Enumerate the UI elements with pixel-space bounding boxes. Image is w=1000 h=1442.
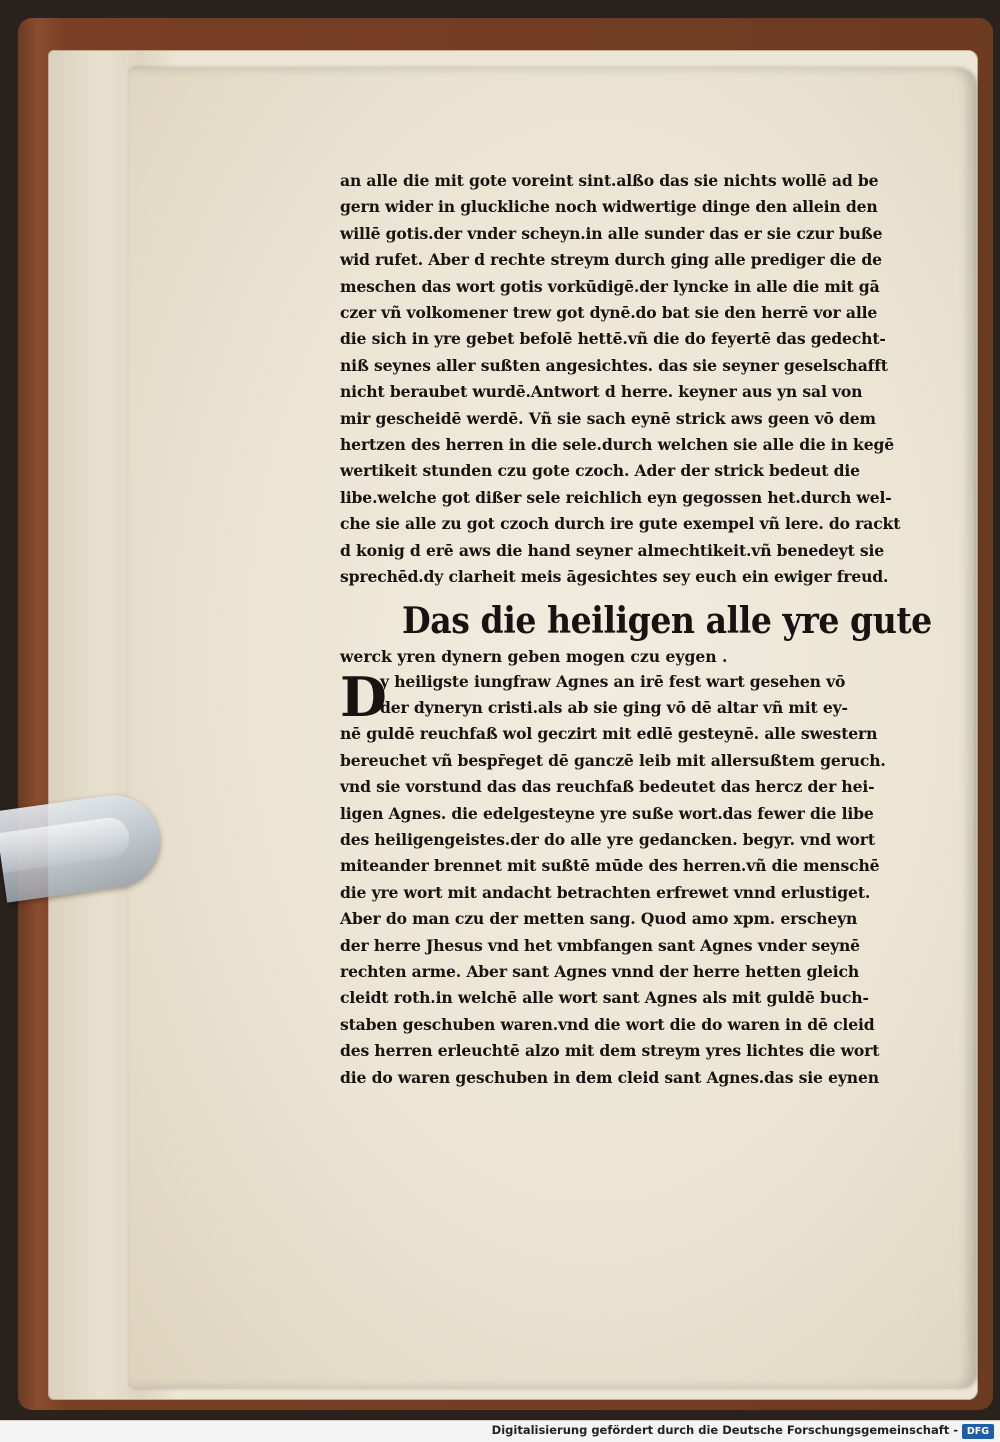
text-line: der dyneryn cristi.als ab sie ging vō dē altar vñ mit ey- — [380, 697, 848, 717]
text-line: niß seynes aller sußten angesichtes. das sie seyner geselschafft — [340, 355, 888, 375]
drop-capital: D — [340, 664, 387, 729]
text-line: nicht beraubet wurdē.Antwort d herre. keyner aus yn sal von — [340, 382, 863, 402]
text-line: gern wider in gluckliche noch widwertige dinge den allein den — [340, 197, 878, 217]
paragraph-2-lines — [340, 721, 932, 1091]
footer-credit: Digitalisierung gefördert durch die Deutsche Forschungsgemeinschaft - — [491, 1423, 958, 1437]
paragraph-2 — [340, 664, 932, 1092]
paragraph-1 — [340, 168, 932, 591]
text-line: mir gescheidē werdē. Vñ sie sach eynē strick aws geen vō dem — [340, 408, 876, 428]
text-line: cleidt roth.in welchē alle wort sant Agnes als mit guldē buch- — [340, 988, 869, 1008]
clip-highlight — [0, 815, 132, 873]
text-line: miteander brennet mit sußtē mūde des herren.vñ die menschē — [340, 856, 880, 876]
text-line: die yre wort mit andacht betrachten erfrewet vnnd erlustiget. — [340, 882, 871, 902]
text-line: bereuchet vñ bespr̄eget dē ganczē leib mit allersußtem geruch. — [340, 750, 886, 770]
text-line: wertikeit stunden czu gote czoch. Ader der strick bedeut die — [340, 461, 860, 481]
text-line: czer vñ volkomener trew got dynē.do bat sie den herrē vor alle — [340, 303, 878, 323]
text-line: der herre Jhesus vnd het vmbfangen sant Agnes vnder seynē — [340, 935, 860, 955]
text-line: des heiligengeistes.der do alle yre gedancken. begyr. vnd wort — [340, 829, 875, 849]
text-line: d konig d erē aws die hand seyner almechtikeit.vñ benedeyt sie — [340, 540, 885, 560]
text-line: die do waren geschuben in dem cleid sant Agnes.das sie eynen — [340, 1067, 879, 1087]
text-line: vnd sie vorstund das das reuchfaß bedeutet das hercz der hei- — [340, 777, 875, 797]
text-line: willē gotis.der vnder scheyn.in alle sunder das er sie czur buße — [340, 223, 883, 243]
indented-lines — [340, 664, 932, 729]
text-block — [340, 168, 932, 1091]
dfg-logo: DFG — [962, 1424, 994, 1439]
text-line: des herren erleuchtē alzo mit dem streym yres lichtes die wort — [340, 1041, 880, 1061]
footer-bar — [0, 1420, 1000, 1442]
text-line: sprechēd.dy clarheit meis āgesichtes sey euch ein ewiger freud. — [340, 567, 889, 587]
chapter-subheading: werck yren dynern geben mogen czu eygen . — [340, 646, 728, 666]
text-line: Aber do man czu der metten sang. Quod amo xpm. erscheyn — [340, 909, 858, 929]
text-line: hertzen des herren in die sele.durch welchen sie alle die in kegē — [340, 435, 895, 455]
chapter-heading: Das die heiligen alle yre gute — [402, 599, 932, 642]
text-line: libe.welche got dißer sele reichlich eyn gegossen het.durch wel- — [340, 487, 892, 507]
text-line: y heiligste iungfraw Agnes an irē fest wart gesehen vō — [380, 671, 846, 691]
text-line: meschen das wort gotis vorkūdigē.der lyncke in alle die mit gā — [340, 276, 880, 296]
text-line: an alle die mit gote voreint sint.alßo das sie nichts wollē ad be — [340, 171, 879, 190]
text-line: wid rufet. Aber d rechte streym durch ging alle prediger die de — [340, 250, 882, 270]
text-line: nē guldē reuchfaß wol geczirt mit edlē gesteynē. alle swestern — [340, 724, 878, 744]
text-line: die sich in yre gebet befolē hettē.vñ die do feyertē das gedecht- — [340, 329, 886, 349]
text-line: che sie alle zu got czoch durch ire gute exempel vñ lere. do rackt — [340, 514, 901, 534]
text-line: ligen Agnes. die edelgesteyne yre suße wort.das fewer die libe — [340, 803, 874, 823]
text-line: rechten arme. Aber sant Agnes vnnd der herre hetten gleich — [340, 961, 860, 981]
text-line: staben geschuben waren.vnd die wort die do waren in dē cleid — [340, 1014, 875, 1034]
